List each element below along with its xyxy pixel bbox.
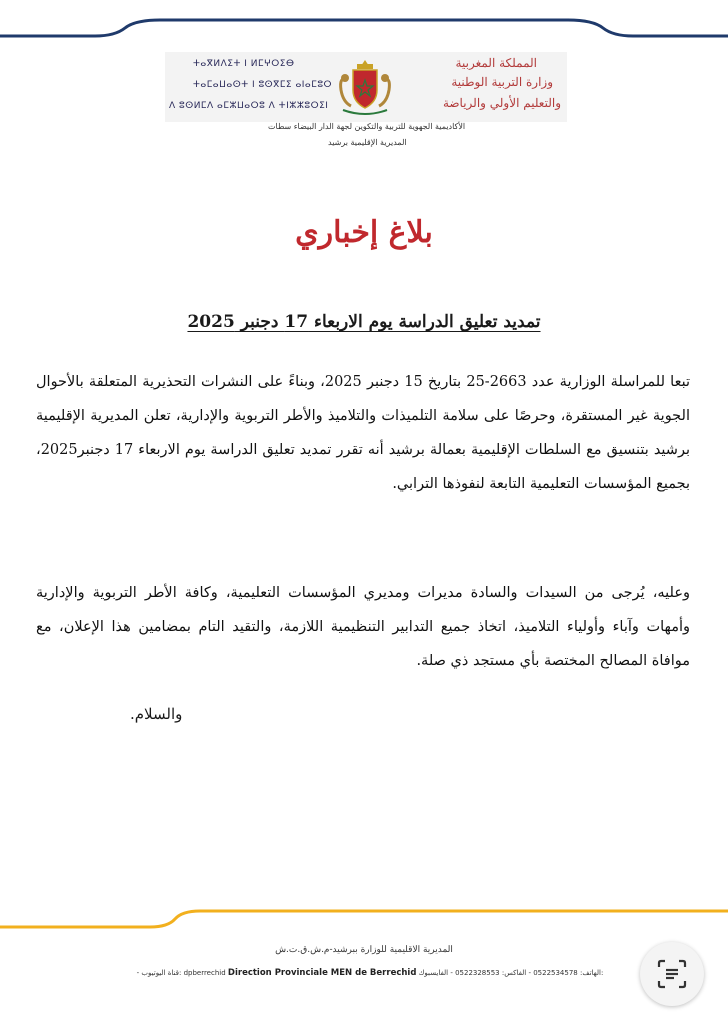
closing-salutation: والسلام. bbox=[130, 705, 183, 723]
tifinagh-ministry-line: ⵜⴰⵎⴰⵡⴰⵙⵜ ⵏ ⵓⵙⴳⵎⵉ ⴰⵏⴰⵎⵓⵔ bbox=[193, 80, 333, 90]
provincial-directorate-name: المديرية الإقليمية برشيد bbox=[328, 138, 407, 147]
document-title: بلاغ إخباري bbox=[295, 215, 433, 250]
document-subject bbox=[0, 312, 728, 332]
body-paragraph-1: تبعا للمراسلة الوزارية عدد 2663-25 بتاريخ 15 دجنبر 2025، وبناءً على النشرات التحذيرية المتعلقة بالأحوال الجوية غير المستقرة، وحرصًا على سلامة التلميذات والتلاميذ والأطر التربوية والإدارية، تعلن المديرية الإقليمية برشيد بتنسيق مع السلطات الإقليمية بعمالة برشيد أنه تقرر تمديد تعليق الدراسة يوم الاربعاء 17 دجنبر2025، بجميع المؤسسات التعليمية التابعة لنفوذها الترابي. bbox=[36, 374, 690, 492]
scan-text-button[interactable] bbox=[640, 942, 704, 1006]
ministry-name-continued: والتعليم الأولي والرياضة bbox=[442, 96, 561, 110]
footer-directorate-line: المديرية الاقليمية للوزارة ببرشيد-م.ش.ق.ت.ش bbox=[275, 945, 453, 955]
tifinagh-education-line: ⴷ ⵓⵙⵍⵎⴷ ⴰⵎⵣⵡⴰⵔⵓ ⴷ ⵜⵏⵣⵣⵓⵔⵉⵏ bbox=[169, 101, 329, 111]
header-wave-decoration bbox=[0, 0, 728, 45]
regional-academy-name: الأكاديمية الجهوية للتربية والتكوين لجهة الدار البيضاء سطات bbox=[268, 122, 466, 131]
footer-contact-line bbox=[135, 968, 605, 978]
footer-contact-suffix: - قناة اليوتيوب: dpberrechid bbox=[136, 969, 226, 977]
letterhead bbox=[165, 52, 567, 122]
footer-wave-decoration bbox=[0, 903, 728, 933]
scan-text-icon bbox=[656, 958, 688, 990]
document-subject-text: تمديد تعليق الدراسة يوم الاربعاء 17 دجنبر 2025 bbox=[187, 312, 541, 332]
body-paragraph-2: وعليه، يُرجى من السيدات والسادة مديرات ومديري المؤسسات التعليمية، وكافة الأطر التربوية والإدارية وأمهات وآباء وأولياء التلاميذ، اتخاذ جميع التدابير التنظيمية اللازمة، والتقيد التام بمضامين هذا الإعلان، مع موافاة المصالح المختصة بأي مستجد ذي صلة. bbox=[36, 585, 690, 669]
footer-facebook-name: Direction Provinciale MEN de Berrechid bbox=[227, 968, 417, 978]
tifinagh-kingdom-line: ⵜⴰⴳⵍⴷⵉⵜ ⵏ ⵍⵎⵖⵔⵉⴱ bbox=[193, 59, 295, 69]
footer-contact-prefix: الهاتف: 0522534578 - الفاكس: 0522328553 - الفايسبوك: bbox=[418, 969, 604, 977]
kingdom-name: المملكة المغربية bbox=[455, 56, 537, 70]
moroccan-coat-of-arms-emblem bbox=[333, 56, 397, 118]
ministry-name: وزارة التربية الوطنية bbox=[451, 75, 553, 89]
